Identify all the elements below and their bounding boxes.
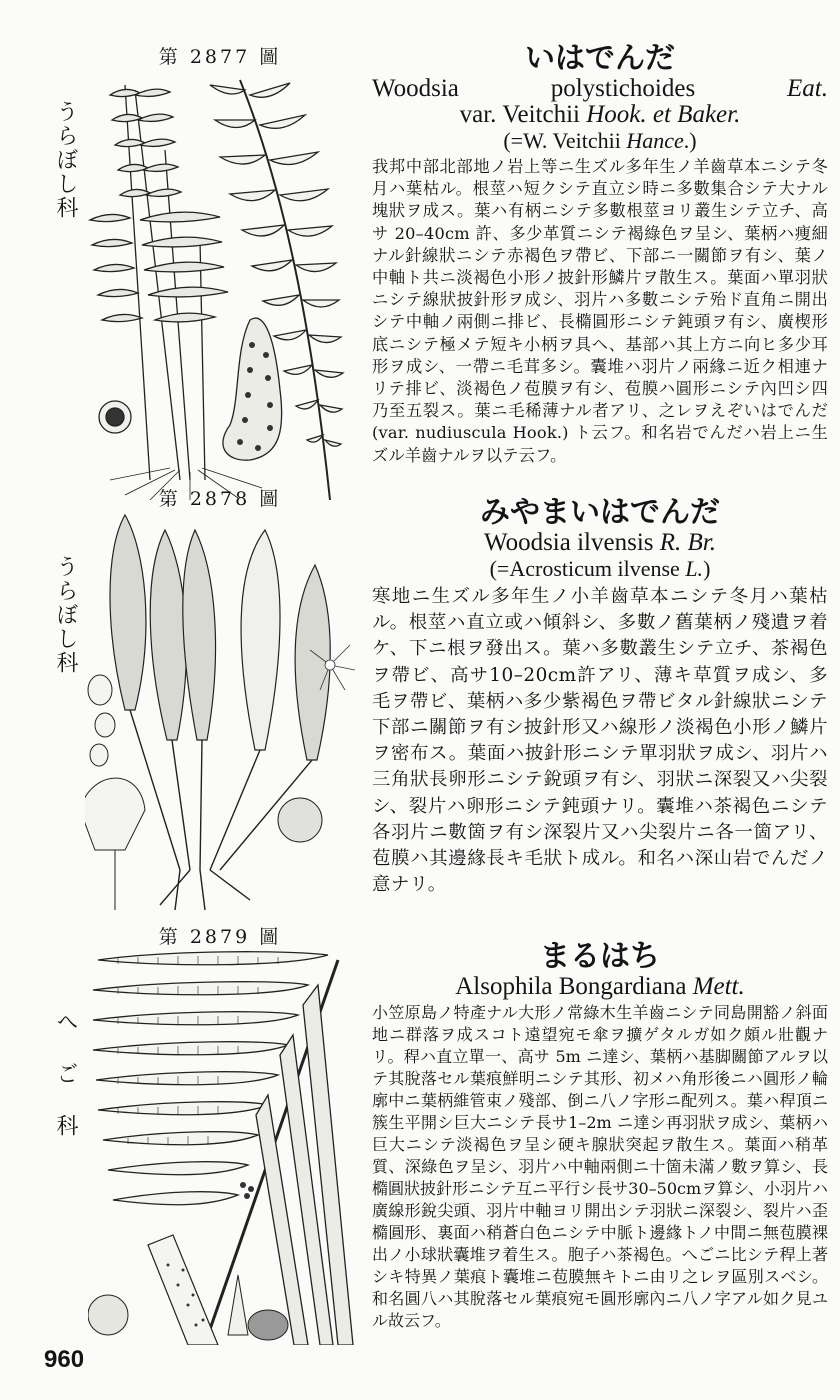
japanese-name: いはでんだ (525, 41, 675, 76)
synonym-close: ) (703, 556, 711, 581)
author: R. Br. (659, 529, 716, 556)
entry-2879 (372, 940, 828, 1332)
synonym-name: (=Acrosticum ilvense (489, 556, 686, 581)
fern-illustration-2879 (88, 945, 358, 1345)
synonym-author: L. (685, 556, 704, 581)
synonym-author: Hance (626, 128, 684, 153)
figure-caption-2879: 第 2879 圖 (158, 926, 282, 948)
binomial: Alsophila Bongardiana (455, 973, 693, 1000)
japanese-name: みやまいはでんだ (480, 495, 720, 530)
family-label-2878: うらぼし科 (53, 555, 78, 675)
figure-caption-2877: 第 2877 圖 (158, 46, 282, 68)
binomial: Woodsia ilvensis (483, 529, 660, 556)
author: Hook. et Baker. (586, 101, 741, 128)
description: 寒地ニ生ズル多年生ノ小羊齒草本ニシテ冬月ハ葉枯ル。根莖ハ直立或ハ傾斜シ、多數ノ舊葉柄ノ殘遺ヲ着ケ、下ニ根ヲ發出ス。葉ハ多數叢生シテ立チ、茶褐色ヲ帶ビ、高サ10–20cm許アリ、薄キ草質ヲ成シ、多毛ヲ帶ビ、葉柄ハ多少紫褐色ヲ帶ビタル針線狀ニシテ下部ニ關節ヲ有シ披針形又ハ線形ノ淡褐色小形ノ鱗片ヲ密布ス。葉面ハ披針形ニシテ單羽狀ヲ成シ、羽片ハ三角狀長卵形ニシテ銳頭ヲ有シ、羽狀ニ深裂又ハ尖裂シ、裂片ハ卵形ニシテ鈍頭ナリ。囊堆ハ茶褐色ニシテ各羽片ニ數箇ヲ有シ深裂片又ハ尖裂片ニ各一箇アリ、苞膜ハ其邊緣長キ毛狀ト成ル。和名ハ深山岩でんだノ意ナリ。 (372, 586, 828, 896)
description: 小笠原島ノ特產ナル大形ノ常綠木生羊齒ニシテ同島開豁ノ斜面地ニ群落ヲ成スコト遠望宛モ傘ヲ擴ゲタルガ如ク頗ル壯觀ナリ。稈ハ直立單一、高サ 5m ニ達シ、葉柄ハ基脚關節アルヲ以テ其脫落セル葉痕鮮明ニシテ其形、初メハ角形後ニハ圓形ノ輪廓中ニ葉柄維管束ノ殘部、倒ニ八ノ字形ニ配列ス。葉ハ稈頂ニ簇生平開シ巨大ニシテ長サ1–2m ニ達シ再羽狀ヲ成シ、葉柄ハ巨大ニシテ淡褐色ヲ呈シ硬キ腺狀突起ヲ散生ス。葉面ハ稍革質、深綠色ヲ呈シ、羽片ハ中軸兩側ニ十箇未滿ノ數ヲ算シ、長橢圓狀披針形ニシテ互ニ平行シ長サ30–50cmヲ算シ、小羽片ハ廣線形銳尖頭、羽片中軸ヨリ開出シテ羽狀ニ深裂シ、裂片ハ歪橢圓形、裏面ハ稍蒼白色ニシテ中脈ト邊緣トノ中間ニ無苞膜裸出ノ小球狀囊堆ヲ着生ス。胞子ハ茶褐色。へごニ比シテ稈上著シキ特異ノ葉痕ト囊堆ニ苞膜無キトニ由リ之レヲ區別スベシ。和名圓八ハ其脫落セル葉痕宛モ圓形廓內ニ八ノ字アル如ク見ユル故云フ。 (372, 1003, 828, 1330)
description: 我邦中部北部地ノ岩上等ニ生ズル多年生ノ羊齒草本ニシテ冬月ハ葉枯ル。根莖ハ短クシテ直立シ時ニ多數集合シテ大ナル塊狀ヲ成ス。葉ハ有柄ニシテ多數根莖ヨリ叢生シテ立チ、高サ 20–40cm 許、多少革質ニシテ褐綠色ヲ呈シ、葉柄ハ痩細ナル針線狀ニシテ赤褐色ヲ帶ビ、下部ニ一關節ヲ有シ、葉ノ中軸ト共ニ淡褐色小形ノ披針形鱗片ヲ散生ス。葉面ハ單羽狀ニシテ線狀披針形ヲ成シ、羽片ハ多數ニシテ殆ド直角ニ開出シテ中軸ノ兩側ニ排ビ、長橢圓形ニシテ鈍頭ヲ有シ、廣楔形底ニシテ極メテ短キ小柄ヲ具ヘ、基部ハ其上方ニ向ヒ多少耳形ヲ成シ、一帶ニ毛茸多シ。囊堆ハ羽片ノ兩緣ニ近ク相連ナリテ排ビ、淡褐色ノ苞膜ヲ有シ、苞膜ハ圓形ニシテ內凹シ四乃至五裂ス。葉ニ毛稀薄ナル者アリ、之レヲえぞいはでんだ (var. nudiuscula Hook.) ト云フ。和名岩でんだハ岩上ニ生ズル羊齒ナルヲ以テ云フ。 (372, 157, 828, 465)
family-label-2877: うらぼし科 (53, 100, 78, 220)
fern-illustration-2877 (80, 60, 360, 500)
synonym-close: .) (683, 128, 697, 153)
family-label-2879: へご科 (53, 1010, 78, 1166)
scientific-name (372, 974, 828, 1000)
fern-illustration-2878 (85, 510, 355, 910)
japanese-name: まるはち (540, 939, 660, 974)
page-number: 960 (44, 1346, 85, 1373)
scientific-name (372, 530, 828, 556)
scientific-name-line1 (372, 76, 828, 102)
synonym-name: (=W. Veitchii (503, 128, 627, 153)
author: Eat. (787, 75, 828, 102)
entry-2877 (372, 42, 828, 467)
entry-2878 (372, 496, 828, 898)
genus: Woodsia (372, 75, 459, 102)
synonym (372, 556, 828, 582)
author: Mett. (692, 973, 745, 1000)
variety: var. Veitchii (459, 101, 580, 128)
synonym (372, 128, 828, 154)
species: polystichoides (550, 75, 696, 102)
scientific-name-line2 (372, 102, 828, 128)
figure-caption-2878: 第 2878 圖 (158, 488, 282, 510)
